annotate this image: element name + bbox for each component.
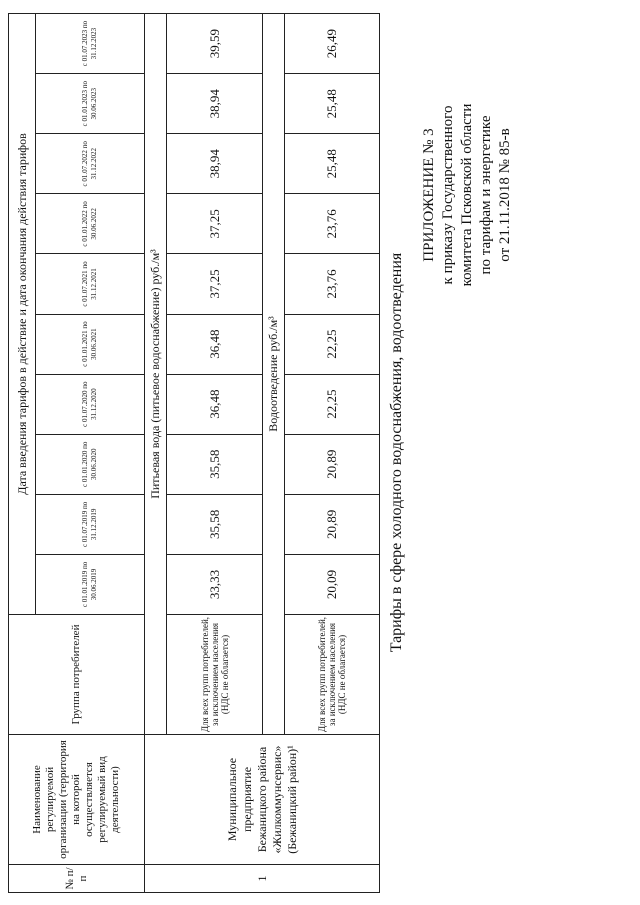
sewer-value-8: 25,48 <box>284 134 379 194</box>
water-value-3: 35,58 <box>167 434 262 494</box>
water-value-2: 35,58 <box>167 494 262 554</box>
water-value-5: 36,48 <box>167 314 262 374</box>
document-title: Тарифы в сфере холодного водоснабжения, водоотведения <box>388 252 405 653</box>
column-header-dates: Дата введения тарифов в действие и дата окончания действия тарифов <box>9 14 36 615</box>
period-header-5: с 01.01.2021 по 30.06.2021 <box>36 314 145 374</box>
period-header-6: с 01.07.2021 по 31.12.2021 <box>36 254 145 314</box>
period-header-9: с 01.01.2023 по 30.06.2023 <box>36 74 145 134</box>
consumer-group-sewer: Для всех групп потребителей, за исключением населения (НДС не облагается) <box>284 615 379 735</box>
sewer-value-2: 20,89 <box>284 494 379 554</box>
section-drinking-water: Питьевая вода (питьевое водоснабжение) руб./м³ <box>145 14 167 735</box>
header-line-5: от 21.11.2018 № 85-в <box>497 128 513 262</box>
water-value-4: 36,48 <box>167 374 262 434</box>
appendix-header <box>420 45 515 345</box>
column-header-number: № п/п <box>9 865 145 893</box>
sewer-value-3: 20,89 <box>284 434 379 494</box>
sewer-value-6: 23,76 <box>284 254 379 314</box>
period-header-1: с 01.01.2019 по 30.06.2019 <box>36 554 145 614</box>
water-value-9: 38,94 <box>167 74 262 134</box>
period-header-2: с 01.07.2019 по 31.12.2019 <box>36 494 145 554</box>
tariff-table <box>8 13 380 893</box>
section-sewerage: Водоотведение руб./м³ <box>262 14 284 735</box>
sewer-value-1: 20,09 <box>284 554 379 614</box>
header-line-1: ПРИЛОЖЕНИЕ № 3 <box>421 128 437 262</box>
organization-name: Муниципальное предприятие Бежаницкого района «Жилкоммунсервис» (Бежаницкий район)¹ <box>145 735 380 865</box>
header-line-3: комитета Псковской области <box>459 103 475 287</box>
period-header-4: с 01.07.2020 по 31.12.2020 <box>36 374 145 434</box>
water-value-8: 38,94 <box>167 134 262 194</box>
water-value-7: 37,25 <box>167 194 262 254</box>
sewer-value-7: 23,76 <box>284 194 379 254</box>
consumer-group-water: Для всех групп потребителей, за исключением населения (НДС не облагается) <box>167 615 262 735</box>
water-value-1: 33,33 <box>167 554 262 614</box>
period-header-7: с 01.01.2022 по 30.06.2022 <box>36 194 145 254</box>
header-line-4: по тарифам и энергетике <box>478 115 494 275</box>
row-number: 1 <box>145 865 380 893</box>
sewer-value-9: 25,48 <box>284 74 379 134</box>
water-value-6: 37,25 <box>167 254 262 314</box>
column-header-consumer-group: Группа потребителей <box>9 615 145 735</box>
period-header-8: с 01.07.2022 по 31.12.2022 <box>36 134 145 194</box>
sewer-value-4: 22,25 <box>284 374 379 434</box>
sewer-value-5: 22,25 <box>284 314 379 374</box>
period-header-3: с 01.01.2020 по 30.06.2020 <box>36 434 145 494</box>
water-value-10: 39,59 <box>167 14 262 74</box>
column-header-organization: Наименование регулируемой организации (территория на которой осуществляется регулируемый вид деятельности) <box>9 735 145 865</box>
sewer-value-10: 26,49 <box>284 14 379 74</box>
period-header-10: с 01.07.2023 по 31.12.2023 <box>36 14 145 74</box>
header-line-2: к приказу Государственного <box>440 105 456 285</box>
